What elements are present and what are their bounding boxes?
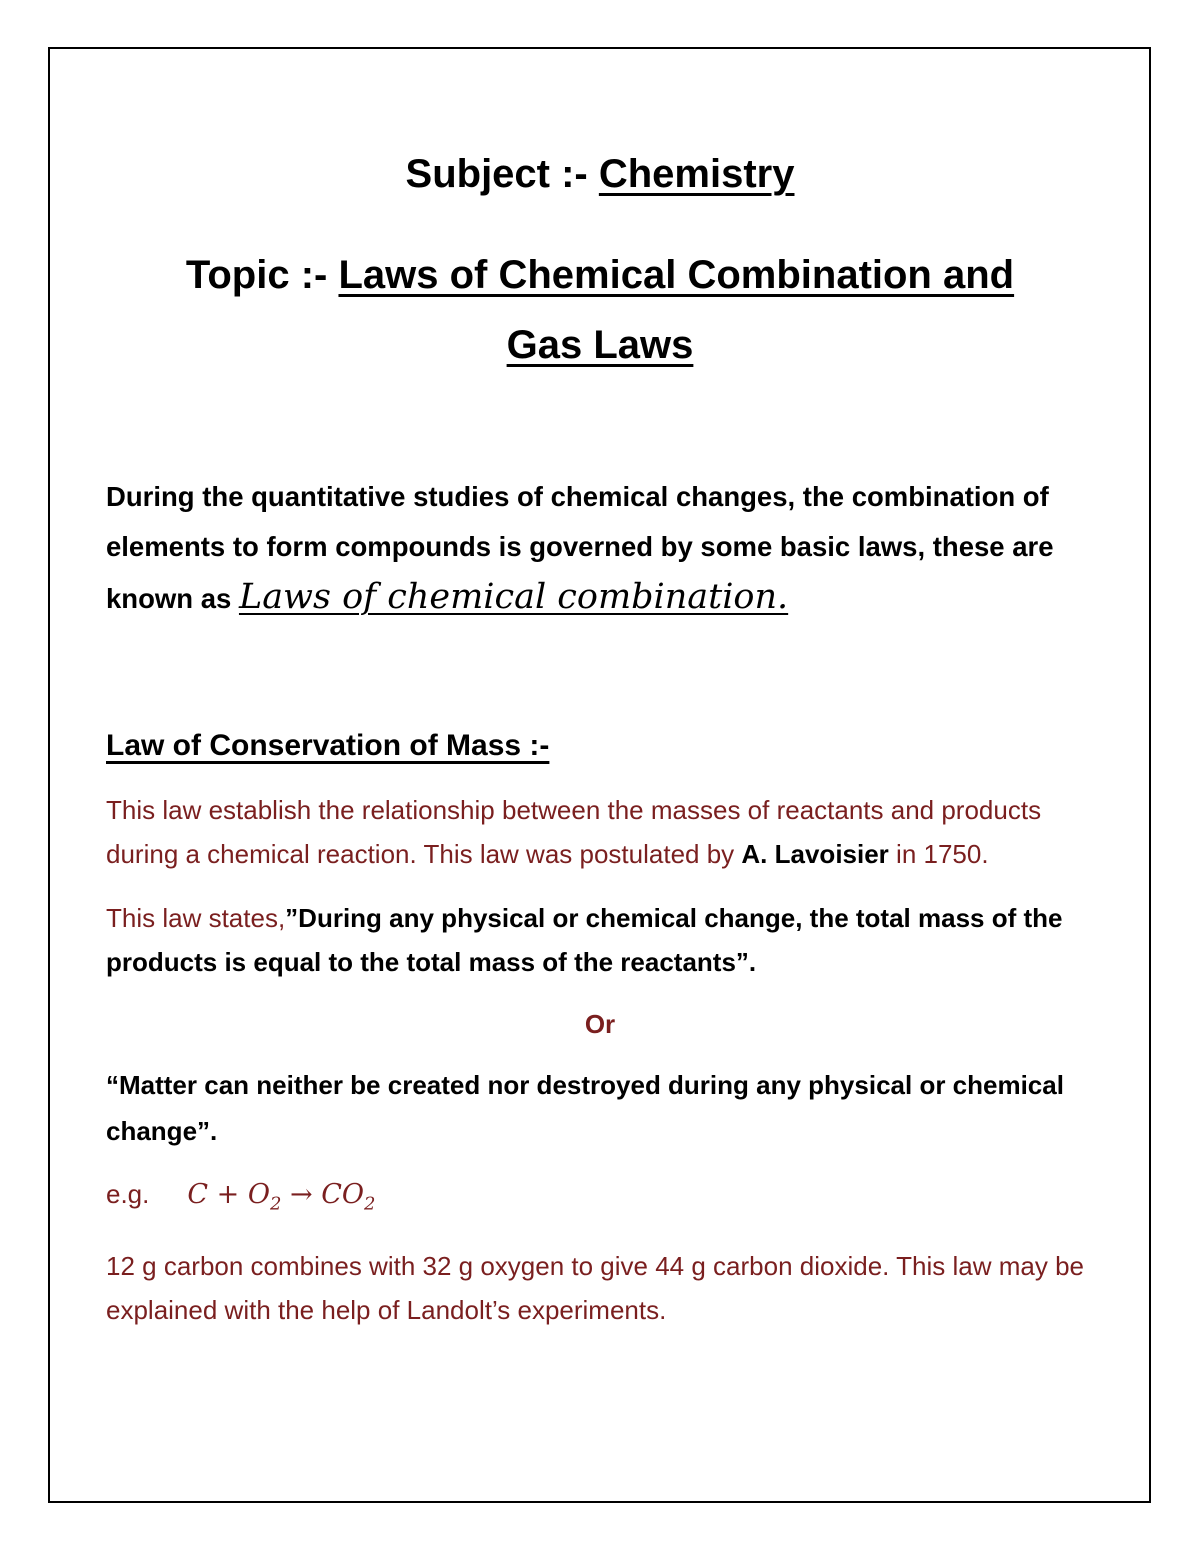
intro-emphasis: Laws of chemical combination.: [238, 577, 789, 617]
example-equation-line: [106, 1170, 1094, 1228]
intro-paragraph: [106, 472, 1094, 624]
section-heading: Law of Conservation of Mass :-: [106, 729, 550, 762]
law-description: [106, 788, 1094, 876]
scientist-name: A. Lavoisier: [741, 839, 889, 869]
equation-product: CO: [321, 1179, 365, 1210]
equation-product-subscript: 2: [364, 1193, 376, 1215]
document-content: [106, 148, 1094, 1332]
intro-text: During the quantitative studies of chemical changes, the combination of elements to form compounds is governed by some basic laws, these are known as: [106, 481, 1054, 614]
law-statement: [106, 896, 1094, 984]
topic-prefix: Topic :-: [185, 253, 339, 297]
example-explanation: 12 g carbon combines with 32 g oxygen to give 44 g carbon dioxide. This law may be explained with the help of Landolt’s experiments.: [106, 1251, 1084, 1326]
subject-value: Chemistry: [598, 152, 795, 196]
alternate-statement: “Matter can neither be created nor destroyed during any physical or chemical change”.: [106, 1070, 1064, 1146]
chemical-equation: [187, 1179, 376, 1215]
topic-line: [106, 240, 1094, 380]
equation-oxygen-subscript: 2: [269, 1193, 282, 1215]
equation-carbon: C: [187, 1179, 209, 1210]
subject-prefix: Subject :-: [405, 152, 599, 196]
statement-quote: ”During any physical or chemical change, the total mass of the products is equal to the total mass of the reactants”.: [106, 903, 1063, 977]
or-separator: Or: [584, 1009, 616, 1039]
subject-line: [106, 148, 1094, 200]
statement-prefix: This law states,: [106, 903, 286, 933]
equation-plus: +: [208, 1179, 248, 1210]
law-description-text: This law establish the relationship between the masses of reactants and products during a chemical reaction. This law was postulated by: [106, 795, 1042, 869]
example-label: e.g.: [106, 1179, 150, 1209]
topic-value-line1: Laws of Chemical Combination and: [338, 253, 1015, 297]
equation-arrow: →: [281, 1179, 322, 1210]
law-description-tail: in 1750.: [888, 839, 989, 869]
equation-oxygen: O: [247, 1179, 270, 1210]
topic-value-line2: Gas Laws: [506, 323, 694, 367]
